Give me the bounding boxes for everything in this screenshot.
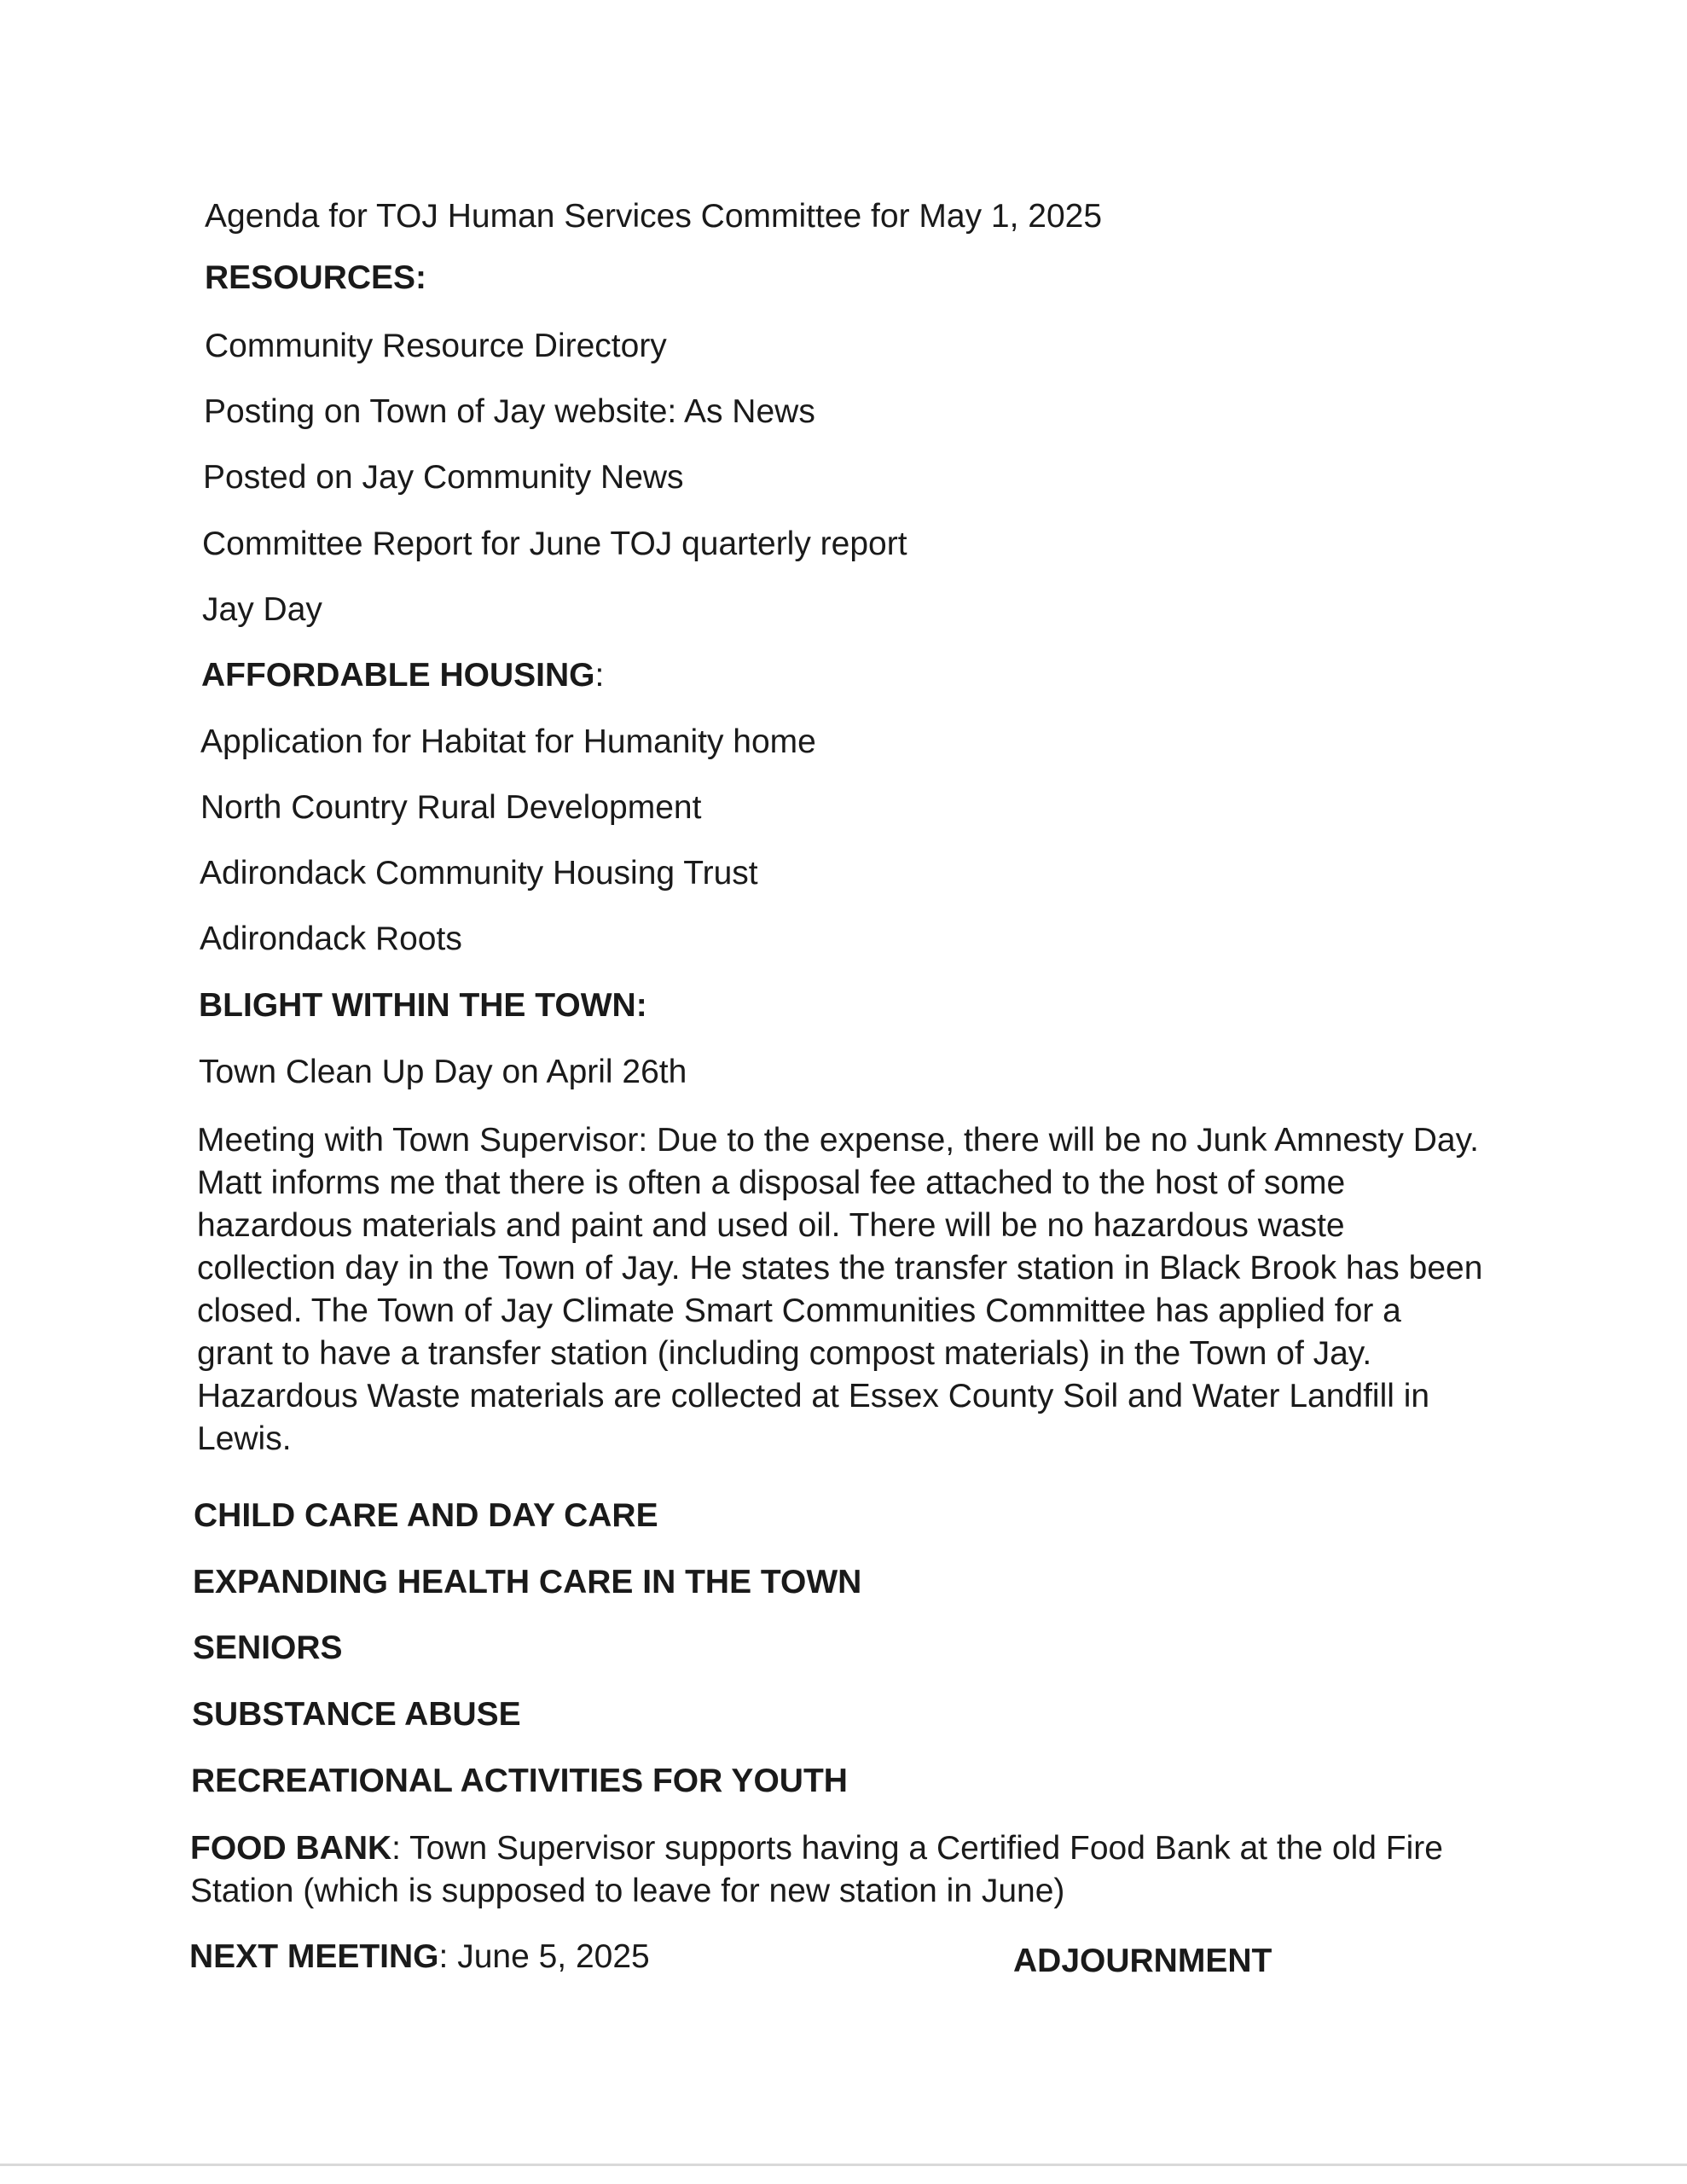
food-bank-line [190, 1827, 1521, 1870]
food-bank-text: : Town Supervisor supports having a Certified Food Bank at the old Fire [391, 1830, 1443, 1867]
paragraph-line: Lewis. [197, 1420, 292, 1457]
next-meeting-label: NEXT MEETING [189, 1938, 439, 1975]
paragraph-line: Hazardous Waste materials are collected at Essex County Soil and Water Landfill in [197, 1378, 1430, 1414]
food-bank-paragraph [190, 1827, 1521, 1913]
paragraph-line: closed. The Town of Jay Climate Smart Communities Committee has applied for a [197, 1292, 1401, 1329]
paragraph-line: Matt informs me that there is often a disposal fee attached to the host of some [197, 1165, 1346, 1201]
topic-heading: EXPANDING HEALTH CARE IN THE TOWN [193, 1564, 862, 1600]
food-bank-heading: FOOD BANK [190, 1830, 392, 1867]
topic-heading: CHILD CARE AND DAY CARE [194, 1497, 658, 1534]
resource-item: Committee Report for June TOJ quarterly report [202, 526, 907, 562]
blight-paragraph [197, 1119, 1528, 1461]
paragraph-line: grant to have a transfer station (including compost materials) in the Town of Jay. [197, 1335, 1372, 1372]
housing-item: Adirondack Roots [200, 921, 462, 957]
scan-edge [0, 2164, 1687, 2166]
next-meeting-date: : June 5, 2025 [438, 1938, 650, 1975]
adjournment-heading: ADJOURNMENT [1013, 1943, 1272, 1979]
blight-item: Town Clean Up Day on April 26th [199, 1054, 687, 1090]
resource-item: Jay Day [202, 591, 322, 628]
paragraph-line: hazardous materials and paint and used oil. There will be no hazardous waste [197, 1207, 1345, 1244]
blight-heading: BLIGHT WITHIN THE TOWN: [199, 987, 647, 1024]
paragraph-line: Meeting with Town Supervisor: Due to the expense, there will be no Junk Amnesty Day. [197, 1122, 1480, 1159]
housing-heading-colon: : [594, 657, 605, 694]
resource-item: Community Resource Directory [205, 328, 667, 364]
topic-heading: RECREATIONAL ACTIVITIES FOR YOUTH [191, 1763, 848, 1799]
housing-item: North Country Rural Development [200, 789, 702, 826]
housing-item: Application for Habitat for Humanity home [200, 723, 816, 760]
resource-item: Posted on Jay Community News [203, 459, 684, 496]
housing-heading-row [201, 655, 604, 696]
resource-item: Posting on Town of Jay website: As News [204, 393, 815, 430]
resources-heading: RESOURCES: [205, 259, 427, 296]
housing-item: Adirondack Community Housing Trust [200, 855, 758, 892]
food-bank-line: Station (which is supposed to leave for new station in June) [190, 1873, 1065, 1909]
housing-heading: AFFORDABLE HOUSING [201, 657, 595, 694]
paragraph-line: collection day in the Town of Jay. He states the transfer station in Black Brook has been [197, 1250, 1483, 1287]
page-title: Agenda for TOJ Human Services Committee for May 1, 2025 [205, 198, 1103, 235]
topic-heading: SUBSTANCE ABUSE [192, 1696, 521, 1733]
topic-heading: SENIORS [193, 1629, 343, 1666]
next-meeting-row [189, 1937, 650, 1978]
